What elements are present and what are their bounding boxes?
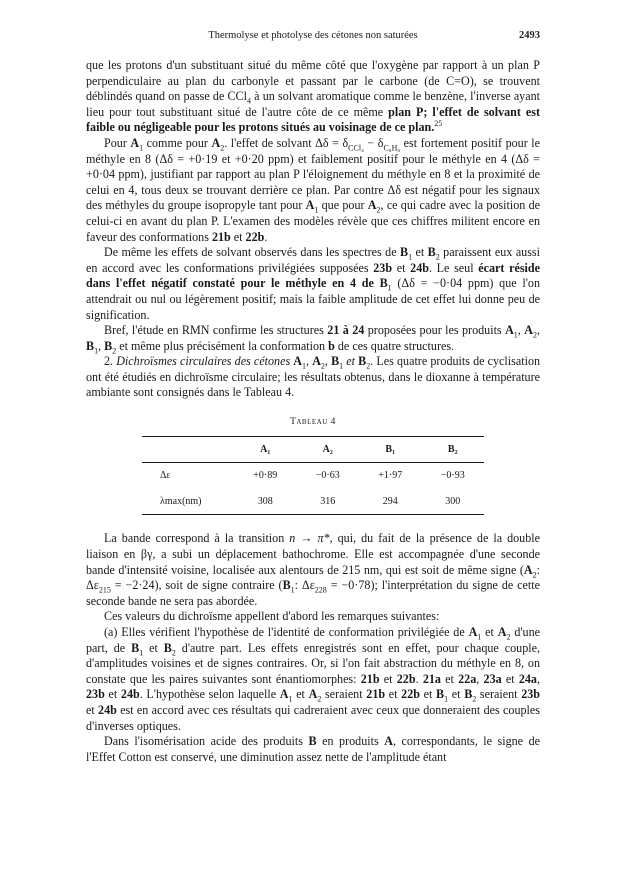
table-4 (86, 415, 540, 515)
table-row-label: Δε (160, 470, 171, 482)
table-cell: +0·89 (253, 470, 278, 482)
paragraph-6: La bande correspond à la transition n → π*, qui, du fait de la présence de la double liaison en βγ, a subi un déplacement bathochrome. Elle est accompagnée d'une seconde bande d'intensité voisine, localisée aux alentours de 215 nm, qui est soit de même signe ($A_2$: $\Delta\varepsilon_{215} = -2\cdot 24$), soit de signe contraire ($B_1$: $\Delta\varepsilon_{228} = -0\cdot 78$); l'interprétation du signe de cette seconde bande ne sera pas abordée. (86, 531, 540, 608)
table-cell: 300 (445, 495, 461, 507)
table-header-cell: B₁ (385, 443, 396, 455)
table-header-cell (142, 436, 234, 463)
table-cell: −0·63 (315, 470, 340, 482)
table-cell: −0·93 (440, 470, 465, 482)
table-row (142, 463, 484, 489)
reference-marker: 25 (434, 119, 443, 129)
data-table (142, 436, 484, 516)
table-header-cell: A₂ (322, 443, 333, 455)
paragraph-5: 2. Dichroïsmes circulaires des cétones $A_1$, $A_2$, $B_1$ et $B_2$. Les quatre produits de cyclisation ont été étudiés en dichroïsme circulaire; les résultats obtenus, dans le dioxanne à température ambiante sont consignés dans le Tableau 4. (86, 354, 541, 400)
body-text (86, 58, 540, 765)
table-row-label: λmax(nm) (160, 495, 202, 507)
page-number: 2493 (519, 30, 540, 41)
table-header-cell: B₂ (447, 443, 458, 455)
table-row (142, 489, 484, 515)
table-header-cell: A₁ (260, 443, 271, 455)
table-header-row (142, 436, 484, 463)
table-cell: 294 (382, 495, 398, 507)
paragraph-4: Bref, l'étude en RMN confirme les structures 21 à 24 proposées pour les produits $A_1$, $A_2$, $B_1$, $B_2$ et même plus précisément la conformation b de ces quatre structures. (86, 323, 541, 356)
paragraph-9: Dans l'isomérisation acide des produits B en produits A, correspondants, le signe de l'Effet Cotton est conservé, une diminution assez nette de l'amplitude étant (86, 734, 540, 764)
paragraph-1: que les protons d'un substituant situé du même côté que l'oxygène par rapport à un plan P perpendiculaire au plan du carbonyle et passant par le carbone (de C=O), se trouvent déblindés quand on passe de CCl$_4$ à un solvant aromatique comme le benzène, l'inverse ayant lieu pour tout substituant situé de l'autre côte de ce même plan P; l'effet de solvant est faible ou négligeable pour les protons situés au voisinage de ce plan.$^{25}$ (86, 58, 541, 135)
table-caption: Tableau 4 (290, 417, 336, 428)
paragraph-7: Ces valeurs du dichroïsme appellent d'abord les remarques suivantes: (104, 609, 440, 624)
running-head (86, 30, 540, 44)
table-cell: 316 (320, 495, 336, 507)
paragraph-8: (a) Elles vérifient l'hypothèse de l'identité de conformation privilégiée de $A_1$ et $A_2$ d'une part, de $B_1$ et $B_2$ d'autre part. Les effets enregistrés sont en effet, pour chaque couple, d'amplitudes voisines et de signes contraires. Or, si l'on fait abstraction du méthyle en 8, on constate que les paires suivantes sont énantiomorphes: 21b et 22b. 21a et 22a, 23a et 24a, 23b et 24b. L'hypothèse selon laquelle $A_1$ et $A_2$ seraient 21b et 22b et $B_1$ et $B_2$ seraient 23b et 24b est en accord avec ces résultats qui cadreraient avec ceux que donneraient des couples d'inverses optiques. (86, 625, 541, 733)
table-cell: 308 (257, 495, 273, 507)
paragraph-3: De même les effets de solvant observés dans les spectres de $B_1$ et $B_2$ paraissent eux aussi en accord avec les conformations privilégiées supposées 23b et 24b. Le seul écart réside dans l'effet négatif constaté pour le méthyle en 4 de $B_1$ (Δδ = −0·04 ppm) que l'on attendrait ou nul ou légèrement positif; mais la faible amplitude de cet effet lui donne peu de signification. (86, 245, 541, 322)
running-title: Thermolyse et photolyse des cétones non saturées (208, 30, 418, 41)
table-cell: +1·97 (378, 470, 403, 482)
paragraph-2: Pour $A_1$ comme pour $A_2$. l'effet de solvant $\Delta\delta = \delta_{CCl_4} - \delta_{C_6H_6}$ est fortement positif pour le méthyle en 8 (Δδ = +0·19 et +0·20 ppm) et faiblement positif pour le méthyle en 4 (Δδ = +0·04 ppm), justifiant par rapport au plan P l'éloignement du méthyle en 8 et la proximité de celui en 4, tous deux se trouvant derrière ce plan. Par contre Δδ est négatif pour les signaux des méthyles du groupe isopropyle tant pour $A_1$ que pour $A_2$, ce qui cadre avec la position de celui-ci en avant du plan P. L'examen des modèles révèle que ces chiffres militent encore en faveur des conformations 21b et 22b. (86, 135, 541, 244)
